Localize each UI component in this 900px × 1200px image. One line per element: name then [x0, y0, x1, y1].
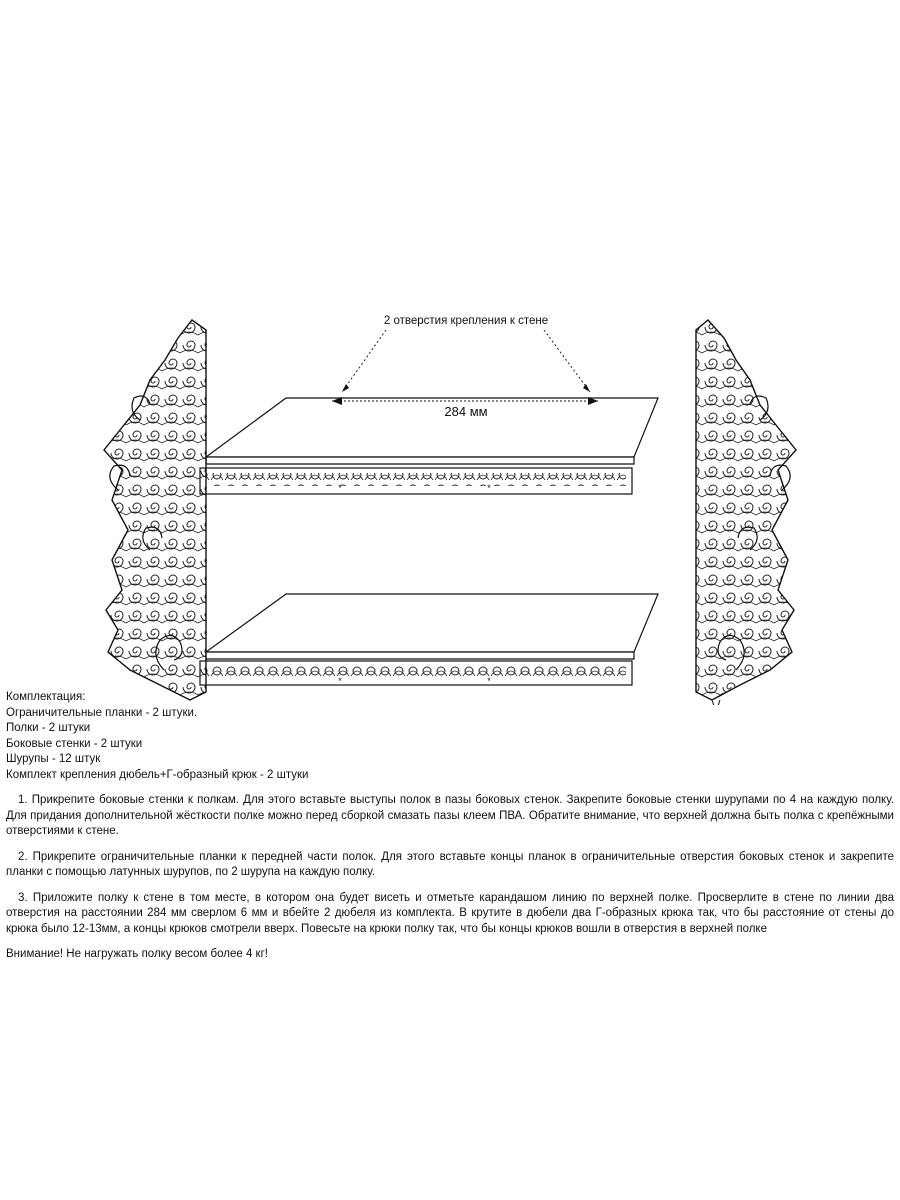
mount-holes-label: 2 отверстия крепления к стене — [383, 315, 549, 327]
left-side-wall — [104, 320, 206, 700]
svg-text:*: * — [338, 483, 342, 493]
leader-arrow-right — [583, 384, 590, 392]
shelf-assembly-diagram — [0, 300, 900, 705]
kit-item: Ограничительные планки - 2 штуки. — [6, 706, 198, 719]
kit-title: Комплектация: — [6, 691, 86, 703]
right-side-wall — [696, 320, 796, 705]
dimension-label: 284 мм — [444, 404, 488, 419]
svg-text:*: * — [338, 676, 342, 686]
svg-text:*: * — [487, 676, 491, 686]
kit-item: Комплект крепления дюбель+Г-образный крюк - 2 штуки — [6, 768, 309, 781]
instructions-text — [6, 690, 894, 963]
svg-text:*: * — [487, 483, 491, 493]
warning-text: Внимание! Не нагружать полку весом более 4 кг! — [6, 948, 268, 960]
top-limiting-strip — [200, 468, 632, 494]
kit-item: Боковые стенки - 2 штуки — [6, 737, 143, 750]
step-1: 1. Прикрепите боковые стенки к полкам. Для этого вставьте выступы полок в пазы боковых стенок. Закрепите боковые стенки шурупами по 4 на каждую полку. Для придания дополнительной жёсткости полке можно перед сборкой смазать пазы клеем ПВА. Обратите внимание, что верхней должна быть полка с крепёжными отверстиями к стене. — [6, 794, 894, 837]
leader-arrow-left — [342, 384, 349, 392]
top-shelf — [206, 398, 658, 464]
leader-lines — [342, 330, 590, 392]
kit-item: Шурупы - 12 штук — [6, 753, 101, 765]
step-2: 2. Прикрепите ограничительные планки к передней части полок. Для этого вставьте концы планок в ограничительные отверстия боковых стенок и закрепите планки с помощью латунных шурупов, по 2 шурупа на каждую полку. — [6, 850, 894, 878]
kit-item: Полки - 2 штуки — [6, 722, 91, 734]
step-3: 3. Приложите полку к стене в том месте, в котором она будет висеть и отметьте карандашом линию по верхней полке. Просверлите в стене по линии два отверстия на расстоянии 284 мм сверлом 6 мм и вбейте 2 дюбеля из комплекта. В крутите в дюбели два Г-образных крюка так, что бы расстояние от стены до крюка было 12-13мм, а концы крюков смотрели вверх. Повесьте на крюки полку так, что бы концы крюков вошли в отверстия в верхней полке — [6, 891, 894, 935]
bottom-shelf — [206, 594, 658, 659]
bottom-limiting-strip — [200, 661, 632, 686]
